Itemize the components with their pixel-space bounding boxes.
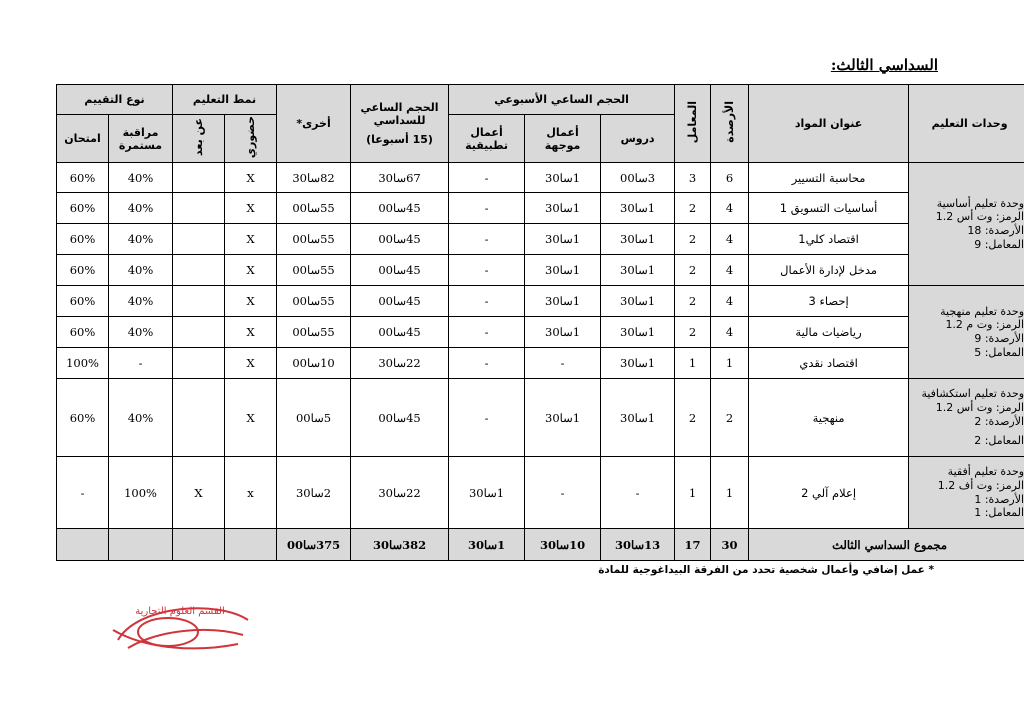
lectures-value: 1سا30 — [601, 286, 675, 317]
distance-value — [173, 224, 225, 255]
continuous-value: 40% — [109, 286, 173, 317]
semester-value: 45سا00 — [351, 317, 449, 348]
subject-name: منهجية — [749, 379, 909, 457]
coef-value: 1 — [675, 348, 711, 379]
subject-name: اقتصاد نقدي — [749, 348, 909, 379]
header-exam: امتحان — [57, 115, 109, 163]
distance-value — [173, 193, 225, 224]
lectures-value: 1سا30 — [601, 379, 675, 457]
header-presence: حضوري — [225, 115, 277, 163]
exam-value: 60% — [57, 379, 109, 457]
table-row — [57, 379, 1024, 457]
other-value: 55سا00 — [277, 224, 351, 255]
continuous-value: 40% — [109, 224, 173, 255]
presence-value: X — [225, 379, 277, 457]
td-value: 1سا30 — [525, 224, 601, 255]
table-row — [57, 286, 1024, 317]
tp-value: - — [449, 193, 525, 224]
unit-cell: وحدة تعليم أفقية الرمز: وت أف 1.2 الأرصدة: 1 المعامل: 1 — [909, 457, 1024, 529]
presence-value: X — [225, 286, 277, 317]
department-stamp — [108, 600, 253, 658]
distance-value — [173, 255, 225, 286]
coef-value: 2 — [675, 255, 711, 286]
credits-value: 6 — [711, 163, 749, 193]
td-value: 1سا30 — [525, 317, 601, 348]
lectures-value: 1سا30 — [601, 224, 675, 255]
header-tp: أعمال تطبيقية — [449, 115, 525, 163]
tp-value: - — [449, 286, 525, 317]
exam-value: 60% — [57, 224, 109, 255]
lectures-value: 3سا00 — [601, 163, 675, 193]
distance-value — [173, 348, 225, 379]
exam-value: 60% — [57, 317, 109, 348]
distance-value — [173, 163, 225, 193]
credits-value: 1 — [711, 457, 749, 529]
header-other: أخرى* — [277, 85, 351, 163]
semester-value: 45سا00 — [351, 379, 449, 457]
subject-name: أساسيات التسويق 1 — [749, 193, 909, 224]
continuous-value: 40% — [109, 317, 173, 348]
other-value: 55سا00 — [277, 317, 351, 348]
exam-value: 60% — [57, 255, 109, 286]
coef-value: 2 — [675, 379, 711, 457]
table-row — [57, 348, 1024, 379]
td-value: 1سا30 — [525, 163, 601, 193]
header-semester: الحجم الساعي للسداسي (15 أسبوعا) — [351, 85, 449, 163]
footnote: * عمل إضافي وأعمال شخصية تحدد من الفرقة البيداغوجية للمادة — [598, 564, 934, 576]
unit-cell: وحدة تعليم استكشافية الرمز: وت أس 1.2 الأرصدة: 2 المعامل: 2 — [909, 379, 1024, 457]
credits-value: 1 — [711, 348, 749, 379]
presence-value: X — [225, 193, 277, 224]
tp-value: - — [449, 255, 525, 286]
presence-value: X — [225, 163, 277, 193]
lectures-value: 1سا30 — [601, 348, 675, 379]
header-credits: الأرصدة — [711, 85, 749, 163]
total-semester: 382سا30 — [351, 529, 449, 561]
lectures-value: - — [601, 457, 675, 529]
coef-value: 2 — [675, 317, 711, 348]
header-unit: وحدات التعليم — [909, 85, 1024, 163]
presence-value: X — [225, 255, 277, 286]
semester-value: 45سا00 — [351, 224, 449, 255]
tp-value: - — [449, 379, 525, 457]
svg-text:القسم العلوم التجارية: القسم العلوم التجارية — [135, 606, 225, 617]
credits-value: 4 — [711, 317, 749, 348]
coef-value: 3 — [675, 163, 711, 193]
semester-value: 67سا30 — [351, 163, 449, 193]
td-value: 1سا30 — [525, 379, 601, 457]
other-value: 82سا30 — [277, 163, 351, 193]
table-row — [57, 457, 1024, 529]
other-value: 55سا00 — [277, 193, 351, 224]
header-distance: عن بعد — [173, 115, 225, 163]
subject-name: إعلام آلي 2 — [749, 457, 909, 529]
credits-value: 4 — [711, 255, 749, 286]
continuous-value: 40% — [109, 379, 173, 457]
total-coef: 17 — [675, 529, 711, 561]
unit-cell: وحدة تعليم منهجية الرمز: وت م 1.2 الأرصدة: 9 المعامل: 5 — [909, 286, 1024, 379]
total-td: 10سا30 — [525, 529, 601, 561]
table-row — [57, 193, 1024, 224]
continuous-value: 40% — [109, 193, 173, 224]
credits-value: 2 — [711, 379, 749, 457]
total-empty — [109, 529, 173, 561]
distance-value: X — [173, 457, 225, 529]
table-row — [57, 255, 1024, 286]
td-value: - — [525, 457, 601, 529]
subject-name: اقتصاد كلي1 — [749, 224, 909, 255]
distance-value — [173, 379, 225, 457]
coef-value: 2 — [675, 224, 711, 255]
exam-value: - — [57, 457, 109, 529]
total-label: مجموع السداسي الثالث — [749, 529, 1024, 561]
total-other: 375سا00 — [277, 529, 351, 561]
continuous-value: 40% — [109, 163, 173, 193]
other-value: 55سا00 — [277, 286, 351, 317]
total-empty — [173, 529, 225, 561]
credits-value: 4 — [711, 224, 749, 255]
header-coef: المعامل — [675, 85, 711, 163]
total-lectures: 13سا30 — [601, 529, 675, 561]
continuous-value: - — [109, 348, 173, 379]
presence-value: X — [225, 224, 277, 255]
tp-value: - — [449, 163, 525, 193]
credits-value: 4 — [711, 286, 749, 317]
curriculum-table — [56, 84, 1024, 561]
exam-value: 60% — [57, 163, 109, 193]
coef-value: 1 — [675, 457, 711, 529]
continuous-value: 40% — [109, 255, 173, 286]
subject-name: رياضيات مالية — [749, 317, 909, 348]
table-row — [57, 317, 1024, 348]
header-weekly: الحجم الساعي الأسبوعي — [449, 85, 675, 115]
tp-value: 1سا30 — [449, 457, 525, 529]
semester-value: 45سا00 — [351, 255, 449, 286]
total-empty — [225, 529, 277, 561]
other-value: 55سا00 — [277, 255, 351, 286]
distance-value — [173, 317, 225, 348]
coef-value: 2 — [675, 286, 711, 317]
tp-value: - — [449, 317, 525, 348]
distance-value — [173, 286, 225, 317]
presence-value: x — [225, 457, 277, 529]
td-value: 1سا30 — [525, 255, 601, 286]
other-value: 10سا00 — [277, 348, 351, 379]
total-empty — [57, 529, 109, 561]
semester-value: 22سا30 — [351, 457, 449, 529]
unit-cell: وحدة تعليم أساسية الرمز: وت أس 1.2 الأرصدة: 18 المعامل: 9 — [909, 163, 1024, 286]
subject-name: محاسبة التسيير — [749, 163, 909, 193]
td-value: 1سا30 — [525, 286, 601, 317]
total-row — [57, 529, 1024, 561]
semester-value: 45سا00 — [351, 286, 449, 317]
semester-value: 45سا00 — [351, 193, 449, 224]
coef-value: 2 — [675, 193, 711, 224]
tp-value: - — [449, 348, 525, 379]
lectures-value: 1سا30 — [601, 193, 675, 224]
semester-value: 22سا30 — [351, 348, 449, 379]
page-title: السداسي الثالث: — [830, 56, 938, 74]
subject-name: إحصاء 3 — [749, 286, 909, 317]
presence-value: X — [225, 317, 277, 348]
td-value: 1سا30 — [525, 193, 601, 224]
subject-name: مدخل لإدارة الأعمال — [749, 255, 909, 286]
credits-value: 4 — [711, 193, 749, 224]
other-value: 2سا30 — [277, 457, 351, 529]
header-continuous: مراقبة مستمرة — [109, 115, 173, 163]
table-row — [57, 224, 1024, 255]
continuous-value: 100% — [109, 457, 173, 529]
total-tp: 1سا30 — [449, 529, 525, 561]
exam-value: 60% — [57, 286, 109, 317]
td-value: - — [525, 348, 601, 379]
table-row — [57, 163, 1024, 193]
exam-value: 100% — [57, 348, 109, 379]
lectures-value: 1سا30 — [601, 317, 675, 348]
header-mode: نمط التعليم — [173, 85, 277, 115]
tp-value: - — [449, 224, 525, 255]
header-lectures: دروس — [601, 115, 675, 163]
header-td: أعمال موجهة — [525, 115, 601, 163]
other-value: 5سا00 — [277, 379, 351, 457]
lectures-value: 1سا30 — [601, 255, 675, 286]
header-eval: نوع التقييم — [57, 85, 173, 115]
exam-value: 60% — [57, 193, 109, 224]
presence-value: X — [225, 348, 277, 379]
total-credits: 30 — [711, 529, 749, 561]
header-subject: عنوان المواد — [749, 85, 909, 163]
